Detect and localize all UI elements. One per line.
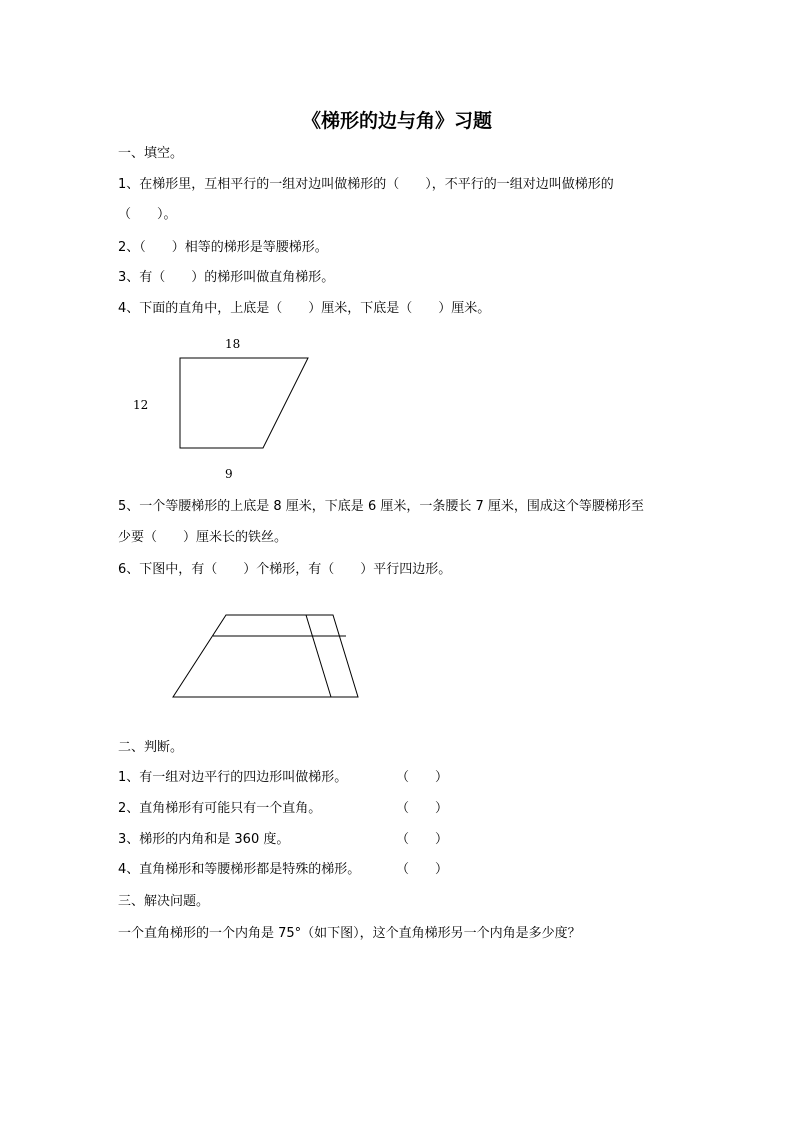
page-title: 《梯形的边与角》习题 [301,110,492,132]
judge-item-2-text: 2、直角梯形有可能只有一个直角。 [118,801,322,816]
section-2-heading: 二、判断。 [118,740,184,755]
question-5-line-1: 5、一个等腰梯形的上底是 8 厘米，下底是 6 厘米，一条腰长 7 厘米，围成这个等腰梯形至 [118,499,644,514]
question-1-line-1: 1、在梯形里，互相平行的一组对边叫做梯形的（ ），不平行的一组对边叫做梯形的 [118,177,614,192]
judge-item-2-bracket[interactable]: （ ） [396,801,449,816]
label-height: 12 [133,398,149,412]
judge-item-4-text: 4、直角梯形和等腰梯形都是特殊的梯形。 [118,862,361,877]
problem-1: 一个直角梯形的一个内角是 75°（如下图），这个直角梯形另一个内角是多少度？ [118,926,581,941]
judge-item-3-text: 3、梯形的内角和是 360 度。 [118,832,290,847]
judge-item-1-text: 1、有一组对边平行的四边形叫做梯形。 [118,770,348,785]
question-5-line-2: 少要（ ）厘米长的铁丝。 [118,530,288,545]
section-1-heading: 一、填空。 [118,146,184,161]
outer-trapezoid [173,615,358,697]
question-2: 2、（ ）相等的梯形是等腰梯形。 [118,240,328,255]
label-top-base: 18 [225,337,241,351]
slanted-inner-line [306,615,331,697]
judge-item-4-bracket[interactable]: （ ） [396,862,449,877]
judge-item-1-bracket[interactable]: （ ） [396,770,449,785]
question-1-line-2: （ ）。 [118,207,177,222]
label-bottom-base: 9 [225,467,233,481]
question-4: 4、下面的直角中，上底是（ ）厘米，下底是（ ）厘米。 [118,301,491,316]
judge-item-3-bracket[interactable]: （ ） [396,832,449,847]
section-3-heading: 三、解决问题。 [118,894,210,909]
question-6: 6、下图中，有（ ）个梯形，有（ ）平行四边形。 [118,562,452,577]
question-3: 3、有（ ）的梯形叫做直角梯形。 [118,270,335,285]
